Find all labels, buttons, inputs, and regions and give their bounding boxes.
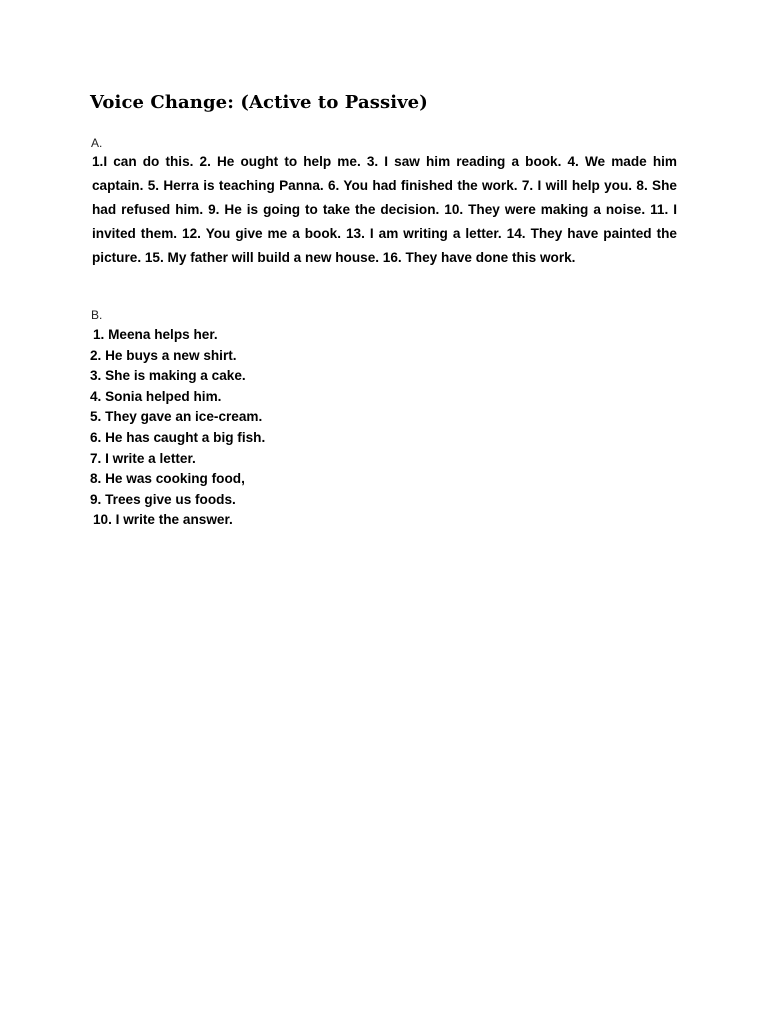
list-item: 8. He was cooking food, — [90, 471, 245, 487]
list-item: 6. He has caught a big fish. — [90, 429, 266, 445]
list-item: 1. Meena helps her. — [93, 327, 218, 342]
list-item: 3. She is making a cake. — [90, 368, 246, 384]
section-b-label: B. — [91, 308, 103, 322]
list-item: 10. I write the answer. — [93, 512, 233, 528]
section-a-exercise-text: 1.I can do this. 2. He ought to help me. 3. I saw him reading a book. 4. We made him captain. 5. Herra is teaching Panna. 6. You had finished the work. 7. I will help you. 8. She had refused him. 9. He is going to take the decision. 10. They were making a noise. 11. I invited them. 12. You give me a book. 13. I am writing a letter. 14. They have painted the picture. 15. My father will build a new house. 16. They have done this work. — [92, 154, 677, 265]
page-title: Voice Change: (Active to Passive) — [90, 92, 428, 113]
section-b-list — [90, 325, 265, 531]
list-item: 5. They gave an ice-cream. — [90, 409, 263, 425]
section-a-label: A. — [91, 136, 103, 150]
list-item: 9. Trees give us foods. — [90, 491, 236, 507]
list-item: 7. I write a letter. — [90, 450, 196, 466]
list-item: 2. He buys a new shirt. — [90, 347, 237, 363]
list-item: 4. Sonia helped him. — [90, 388, 222, 404]
